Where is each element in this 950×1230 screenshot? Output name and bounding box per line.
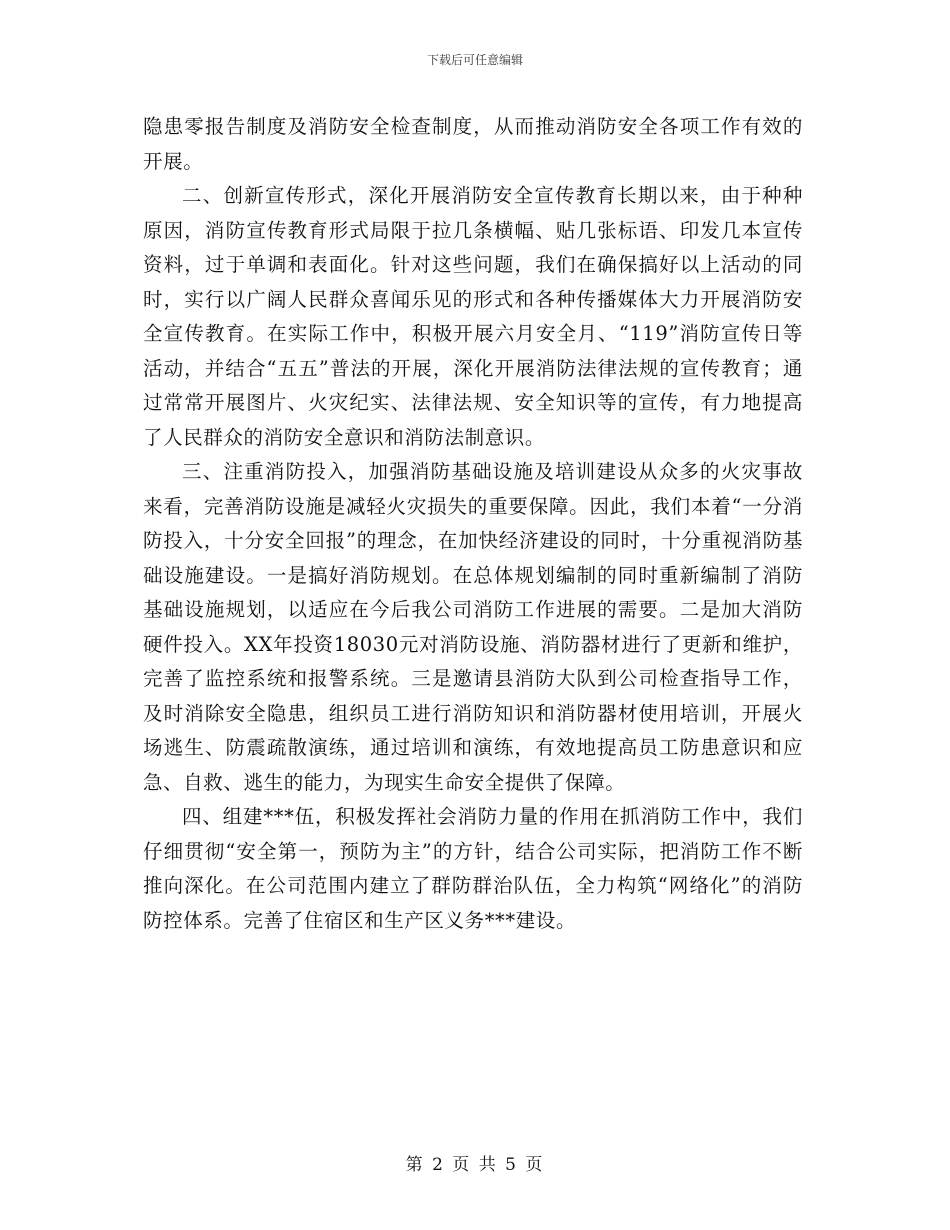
page-number: 第 2 页 共 5 页 bbox=[405, 1155, 545, 1175]
paragraph-continuation: 隐患零报告制度及消防安全检查制度，从而推动消防安全各项工作有效的开展。 bbox=[143, 115, 803, 173]
paragraph-social-fire-force: 四、组建***伍，积极发挥社会消防力量的作用在抓消防工作中，我们仔细贯彻“安全第一，预防为主”的方针，结合公司实际，把消防工作不断推向深化。在公司范围内建立了群防群治队伍，全力构筑“网络化”的消防防控体系。完善了住宿区和生产区义务***建设。 bbox=[143, 805, 803, 932]
page-header-note: 下载后可任意编辑 bbox=[426, 53, 523, 67]
paragraph-fire-investment: 三、注重消防投入，加强消防基础设施及培训建设从众多的火灾事故来看，完善消防设施是减轻火灾损失的重要保障。因此，我们本着“一分消防投入，十分安全回报”的理念，在加快经济建设的同时，十分重视消防基础设施建设。一是搞好消防规划。在总体规划编制的同时重新编制了消防基础设施规划，以适应在今后我公司消防工作进展的需要。二是加大消防硬件投入。XX年投资18030元对消防设施、消防器材进行了更新和维护，完善了监控系统和报警系统。三是邀请县消防大队到公司检查指导工作，及时消除安全隐患，组织员工进行消防知识和消防器材使用培训，开展火场逃生、防震疏散演练，通过培训和演练，有效地提高员工防患意识和应急、自救、逃生的能力，为现实生命安全提供了保障。 bbox=[143, 460, 803, 794]
paragraph-publicity-education: 二、创新宣传形式，深化开展消防安全宣传教育长期以来，由于种种原因，消防宣传教育形式局限于拉几条横幅、贴几张标语、印发几本宣传资料，过于单调和表面化。针对这些问题，我们在确保搞好以上活动的同时，实行以广阔人民群众喜闻乐见的形式和各种传播媒体大力开展消防安全宣传教育。在实际工作中，积极开展六月安全月、“119”消防宣传日等活动，并结合“五五”普法的开展，深化开展消防法律法规的宣传教育；通过常常开展图片、火灾纪实、法律法规、安全知识等的宣传，有力地提高了人民群众的消防安全意识和消防法制意识。 bbox=[143, 184, 803, 449]
document-body bbox=[143, 110, 803, 938]
